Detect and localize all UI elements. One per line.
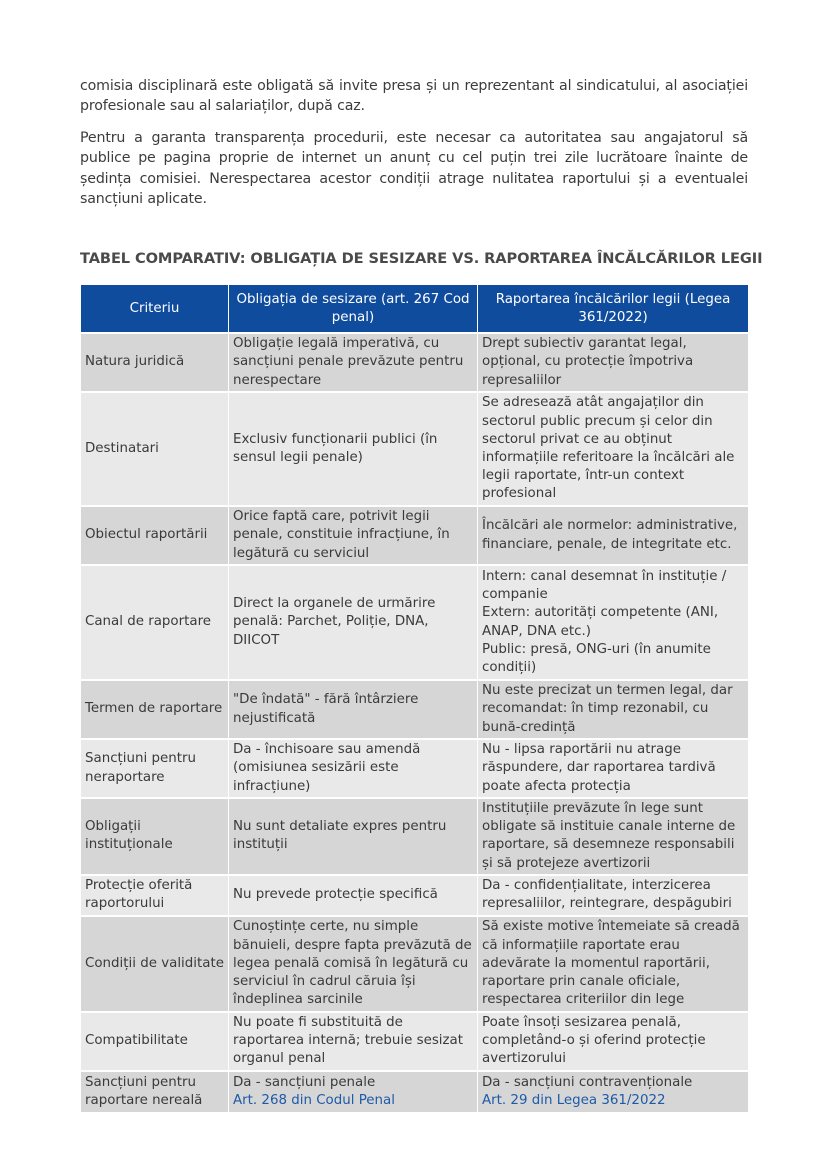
channel-external: Extern: autorități competente (ANI, ANAP, DNA etc.) [482,605,719,639]
sanction-text: Da - sancțiuni penale [233,1074,376,1090]
cell-criteriu: Termen de raportare [81,680,229,739]
cell-criteriu: Condiții de validitate [81,916,229,1012]
table-row [81,680,749,739]
table-row [81,1012,749,1071]
paragraph-transparency: Pentru a garanta transparența procedurii, este necesar ca autoritatea sau angajatorul să publice pe pagina proprie de internet un anunț cu cel puțin trei zile lucrătoare înainte de ședința comisiei. Nerespectarea acestor condiții atrage nulitatea raportului și a eventualei sancțiuni aplicate. [80,130,748,207]
header-col3-subtitle: (Legea 361/2022) [578,291,731,325]
cell-sesizare [229,1071,478,1112]
cell-criteriu: Obligații instituționale [81,798,229,875]
table-row [81,1071,749,1112]
header-col2-title: Obligația de sesizare [236,291,377,307]
cell-raportare: Poate însoți sesizarea penală, completând-o și oferind protecție avertizorului [478,1012,749,1071]
cell-criteriu: Sancțiuni pentru raportare nereală [81,1071,229,1112]
header-col2-subtitle: (art. 267 Cod penal) [331,291,470,325]
link-art-29-legea-361[interactable]: Art. 29 din Legea 361/2022 [482,1092,666,1108]
table-row [81,565,749,680]
cell-raportare [478,1071,749,1112]
cell-sesizare: Da - închisoare sau amendă (omisiunea sesizării este infracțiune) [229,739,478,798]
cell-raportare: Nu - lipsa raportării nu atrage răspundere, dar raportarea tardivă poate afecta protecția [478,739,749,798]
cell-sesizare: Direct la organele de urmărire penală: Parchet, Poliție, DNA, DIICOT [229,565,478,680]
cell-criteriu: Compatibilitate [81,1012,229,1071]
table-row [81,506,749,565]
cell-criteriu: Canal de raportare [81,565,229,680]
comparison-table [80,284,749,1112]
cell-sesizare: Nu prevede protecție specifică [229,875,478,916]
cell-raportare: Încălcări ale normelor: administrative, financiare, penale, de integritate etc. [478,506,749,565]
cell-criteriu: Obiectul raportării [81,506,229,565]
table-row [81,798,749,875]
paragraph-commission: comisia disciplinară este obligată să invite presa și un reprezentant al sindicatului, al asociației profesionale sau al salariaților, după caz. [80,78,748,115]
cell-raportare: Nu este precizat un termen legal, dar recomandat: în timp rezonabil, cu bună-credință [478,680,749,739]
cell-sesizare: Obligație legală imperativă, cu sancțiuni penale prevăzute pentru nerespectare [229,333,478,392]
cell-sesizare: Nu poate fi substituită de raportarea internă; trebuie sesizat organul penal [229,1012,478,1071]
header-obligatia-sesizare [229,285,478,334]
cell-criteriu: Protecție oferită raportorului [81,875,229,916]
cell-raportare: Drept subiectiv garantat legal, opțional, cu protecție împotriva represaliilor [478,333,749,392]
cell-raportare: Instituțiile prevăzute în lege sunt obligate să instituie canale interne de raportare, să desemneze responsabili și să protejeze avertizorii [478,798,749,875]
table-row [81,739,749,798]
cell-sesizare: "De îndată" - fără întârziere nejustificată [229,680,478,739]
cell-raportare: Se adresează atât angajaților din sectorul public precum și celor din sectorul privat ce au obținut informațiile referitoare la încălcări ale legii raportate, într-un context profesional [478,392,749,506]
table-title: TABEL COMPARATIV: OBLIGAȚIA DE SESIZARE VS. RAPORTAREA ÎNCĂLCĂRILOR LEGII [80,250,763,267]
cell-sesizare: Nu sunt detaliate expres pentru instituții [229,798,478,875]
cell-raportare: Să existe motive întemeiate să creadă că informațiile raportate erau adevărate la momentul raportării, raportare prin canale oficiale, respectarea criteriilor din lege [478,916,749,1012]
table-row [81,916,749,1012]
table-row [81,875,749,916]
header-criteriu: Criteriu [81,285,229,334]
table-row [81,392,749,506]
cell-sesizare: Orice faptă care, potrivit legii penale, constituie infracțiune, în legătură cu serviciul [229,506,478,565]
cell-sesizare: Cunoștințe certe, nu simple bănuieli, despre fapta prevăzută de legea penală comisă în legătură cu serviciul în cadrul căruia își îndeplinea sarcinile [229,916,478,1012]
link-art-268-codul-penal[interactable]: Art. 268 din Codul Penal [233,1092,395,1108]
cell-sesizare: Exclusiv funcționarii publici (în sensul legii penale) [229,392,478,506]
cell-criteriu: Sancțiuni pentru neraportare [81,739,229,798]
cell-criteriu: Natura juridică [81,333,229,392]
table-row [81,333,749,392]
header-col3-title: Raportarea încălcărilor legii [495,291,681,307]
cell-criteriu: Destinatari [81,392,229,506]
channel-internal: Intern: canal desemnat în instituție / companie [482,568,727,603]
channel-public: Public: presă, ONG-uri (în anumite condiții) [482,641,711,675]
sanction-text: Da - sancțiuni contravenționale [482,1074,693,1090]
cell-raportare [478,565,749,680]
table-header-row [81,285,749,334]
header-raportarea-incalcarilor [478,285,749,334]
cell-raportare: Da - confidențialitate, interzicerea represaliilor, reintegrare, despăgubiri [478,875,749,916]
